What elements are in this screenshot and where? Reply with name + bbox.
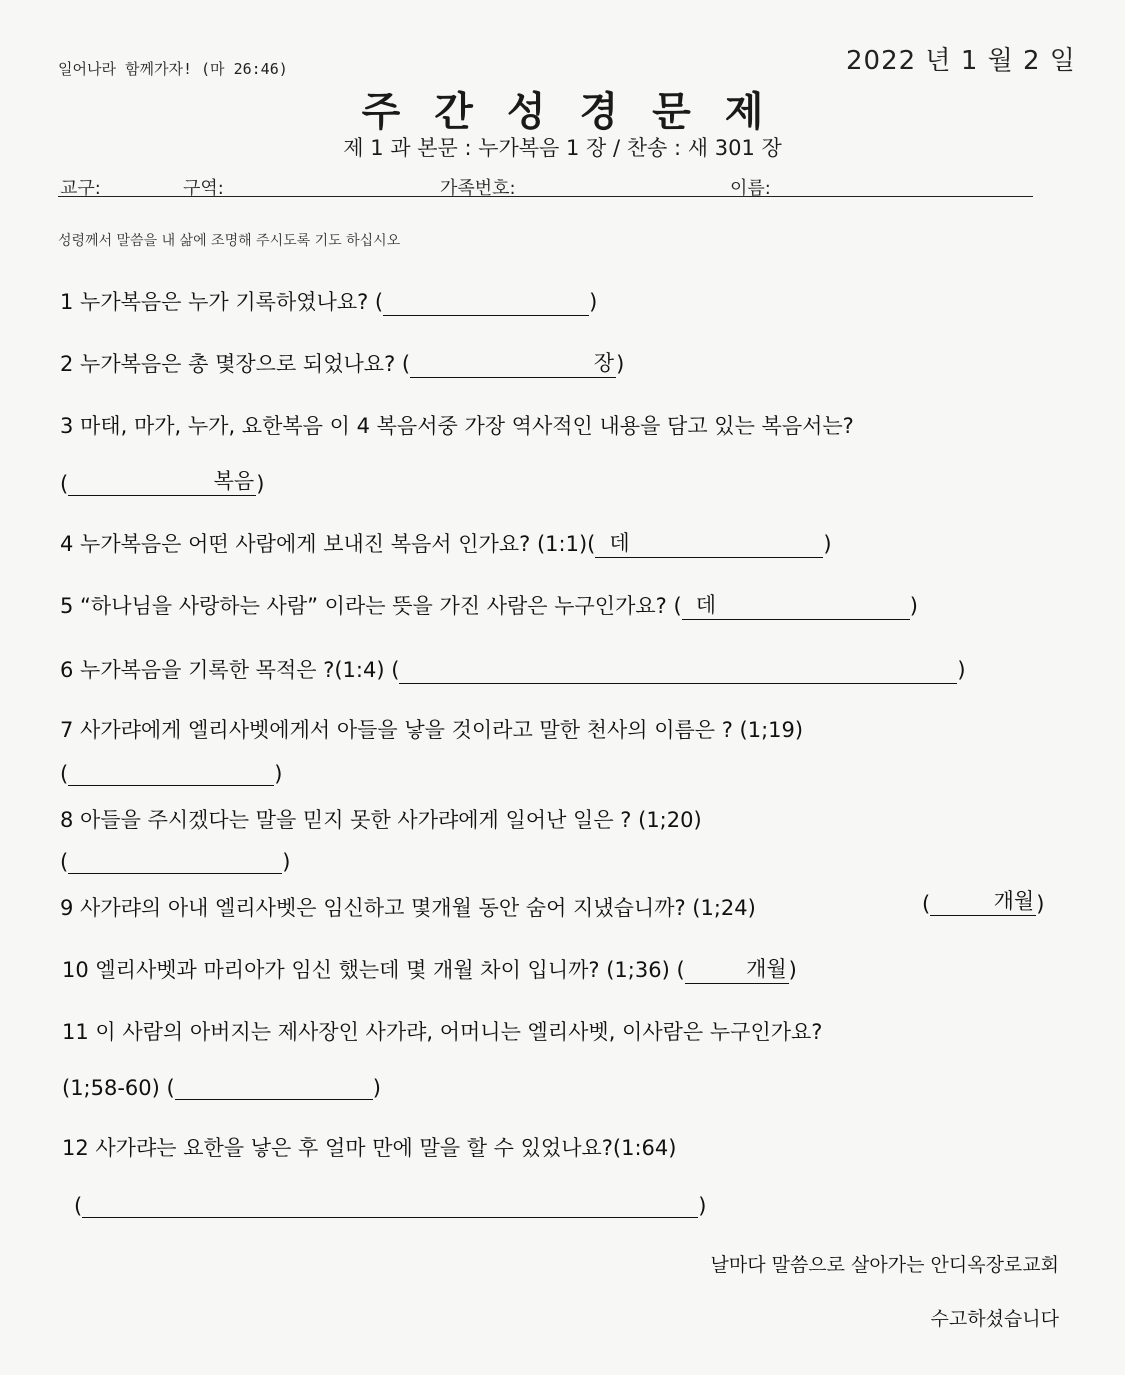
question-8-answer-line: [60, 850, 290, 874]
answer-hint: 개월: [746, 957, 787, 981]
close-paren: ): [957, 658, 966, 682]
question-6: [60, 654, 966, 684]
question-text: 12 사가랴는 요한을 낳은 후 얼마 만에 말을 할 수 있었나요?(1:64): [62, 1136, 677, 1160]
question-text: 1 누가복음은 누가 기록하였나요? (: [60, 290, 384, 314]
question-12: [62, 1132, 676, 1162]
close-paren: ): [698, 1194, 707, 1218]
family-number-field-label: 가족번호:: [440, 178, 516, 199]
answer-blank[interactable]: [82, 1195, 698, 1218]
question-reference: (1;58-60) (: [62, 1076, 175, 1100]
page-title: 주간성경문제: [361, 89, 798, 135]
answer-blank[interactable]: [685, 957, 789, 984]
question-3-answer-line: [60, 469, 265, 496]
answer-blank[interactable]: [68, 851, 282, 874]
open-paren: (: [60, 762, 69, 786]
question-text: 9 사가랴의 아내 엘리사벳은 임신하고 몇개월 동안 숨어 지냈습니까? (1;24): [60, 896, 756, 920]
answer-blank[interactable]: [682, 593, 910, 620]
question-3: [60, 410, 854, 440]
answer-hint: 개월: [993, 889, 1035, 913]
answer-blank[interactable]: [595, 531, 823, 558]
close-paren: ): [256, 472, 265, 496]
close-paren: ): [274, 762, 283, 786]
name-field-label: 이름:: [730, 178, 771, 199]
question-2: [60, 348, 624, 378]
open-paren: (: [922, 892, 931, 916]
question-text: 11 이 사람의 아버지는 제사장인 사가랴, 어머니는 엘리사벳, 이사람은 누구인가요?: [62, 1020, 823, 1044]
answer-hint: 데: [695, 593, 716, 617]
close-paren: ): [282, 850, 291, 874]
lesson-subtitle: 제 1 과 본문 : 누가복음 1 장 / 찬송 : 새 301 장: [343, 136, 782, 160]
answer-blank[interactable]: [175, 1077, 373, 1100]
question-9-answer: [922, 889, 1045, 916]
info-row: [58, 170, 1033, 197]
question-text: 5 “하나님을 사랑하는 사람” 이라는 뜻을 가진 사람은 누구인가요? (: [60, 594, 682, 618]
question-9: [60, 892, 756, 922]
question-12-answer-line: [74, 1194, 706, 1218]
question-text: 6 누가복음을 기록한 목적은 ?(1:4) (: [60, 658, 400, 682]
answer-blank[interactable]: [410, 351, 616, 378]
header-verse: 일어나라 함께가자! (마 26:46): [58, 60, 288, 78]
question-text: 8 아들을 주시겠다는 말을 믿지 못한 사가랴에게 일어난 일은 ? (1;20): [60, 808, 702, 832]
question-text: 2 누가복음은 총 몇장으로 되었나요? (: [60, 352, 411, 376]
open-paren: (: [74, 1194, 83, 1218]
question-text: 7 사가랴에게 엘리사벳에게서 아들을 낳을 것이라고 말한 천사의 이름은 ? (1;19): [60, 718, 804, 742]
answer-blank[interactable]: [399, 661, 957, 684]
question-10: [62, 954, 797, 984]
answer-blank[interactable]: [68, 469, 256, 496]
question-7-answer-line: [60, 762, 282, 786]
district-field-label: 구역:: [183, 178, 224, 199]
close-paren: ): [788, 958, 797, 982]
answer-hint: 복음: [213, 469, 255, 493]
answer-blank[interactable]: [383, 293, 589, 316]
close-paren: ): [589, 290, 598, 314]
close-paren: ): [823, 532, 832, 556]
answer-blank[interactable]: [68, 763, 274, 786]
close-paren: ): [909, 594, 918, 618]
close-paren: ): [1036, 892, 1045, 916]
closing-thanks: 수고하셨습니다: [930, 1308, 1059, 1330]
worksheet-date: 2022 년 1 월 2 일: [846, 46, 1076, 76]
church-motto: 날마다 말씀으로 살아가는 안디옥장로교회: [710, 1254, 1059, 1276]
answer-hint: 데: [609, 531, 630, 555]
church-field-label: 교구:: [60, 178, 101, 199]
question-11-answer-line: [62, 1076, 381, 1100]
question-4: [60, 528, 832, 558]
question-11: [62, 1016, 822, 1046]
answer-blank[interactable]: [930, 889, 1036, 916]
open-paren: (: [60, 472, 69, 496]
question-text: 3 마태, 마가, 누가, 요한복음 이 4 복음서중 가장 역사적인 내용을 담고 있는 복음서는?: [60, 414, 854, 438]
question-5: [60, 590, 918, 620]
close-paren: ): [372, 1076, 381, 1100]
answer-hint: 장: [593, 351, 615, 375]
question-text: 10 엘리사벳과 마리아가 임신 했는데 몇 개월 차이 입니까? (1;36) (: [62, 958, 685, 982]
question-7: [60, 714, 803, 744]
question-8: [60, 804, 702, 834]
prayer-instruction: 성령께서 말씀을 내 삶에 조명해 주시도록 기도 하십시오: [58, 233, 401, 249]
question-text: 4 누가복음은 어떤 사람에게 보내진 복음서 인가요? (1:1)(: [60, 532, 596, 556]
question-1: [60, 286, 597, 316]
close-paren: ): [616, 352, 625, 376]
open-paren: (: [60, 850, 69, 874]
